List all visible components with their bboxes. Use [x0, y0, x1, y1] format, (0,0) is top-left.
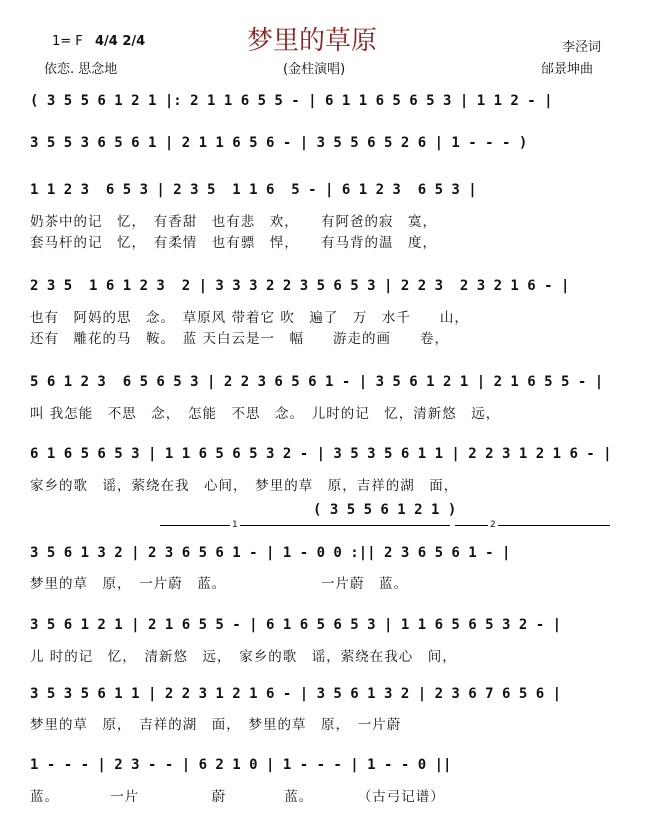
performer: (金柱演唱) — [283, 62, 346, 77]
lyric-line-10: 蓝。 一片 蔚 蓝。 （古弓记谱） — [30, 789, 445, 805]
notation-line-6: 6 1 6 5 6 5 3 | 1 1 6 5 6 5 3 2 - | 3 5 3 5 6 1 1 | 2 2 3 1 2 1 6 - | — [30, 446, 612, 462]
notation-line-3: 1 1 2 3 6 5 3 | 2 3 5 1 1 6 5 - | 6 1 2 3 6 5 3 | — [30, 182, 477, 198]
notation-line-4: 2 3 5 1 6 1 2 3 2 | 3 3 3 2 2 3 5 6 5 3 | 2 2 3 2 3 2 1 6 - | — [30, 278, 570, 294]
intro-phrase: ( 3 5 5 6 1 2 1 ) — [313, 502, 457, 518]
volta-2-bracket — [455, 525, 610, 526]
lyric-line-5: 叫 我怎能 不思 念， 怎能 不思 念。 儿时的记 忆，清新悠 远， — [30, 406, 501, 422]
expression-mark: 依恋. 思念地 — [44, 62, 118, 77]
notation-line-9: 3 5 3 5 6 1 1 | 2 2 3 1 2 1 6 - | 3 5 6 1 3 2 | 2 3 6 7 6 5 6 | — [30, 686, 562, 702]
volta-1-label: 1 — [232, 520, 238, 530]
lyric-line-1: 奶茶中的记 忆， 有香甜 也有悲 欢， 有阿爸的寂 寞， — [30, 214, 437, 230]
time-signature: 4/4 2/4 — [95, 34, 146, 49]
notation-line-10: 1 - - - | 2 3 - - | 6 2 1 0 | 1 - - - | 1 - - 0 || — [30, 757, 452, 773]
notation-line-2: 3 5 5 3 6 5 6 1 | 2 1 1 6 5 6 - | 3 5 5 6 5 2 6 | 1 - - - ) — [30, 135, 528, 151]
lyric-line-3: 也有 阿妈的思 念。 草原风 带着它 吹 遍了 万 水千 山， — [30, 310, 469, 326]
notation-line-1: ( 3 5 5 6 1 2 1 |: 2 1 1 6 5 5 - | 6 1 1 6 5 6 5 3 | 1 1 2 - | — [30, 93, 553, 109]
volta-1-bracket — [160, 525, 450, 526]
lyric-line-6: 家乡的歌 谣，萦绕在我 心间， 梦里的草 原，吉祥的湖 面， — [30, 478, 459, 494]
notation-line-5: 5 6 1 2 3 6 5 6 5 3 | 2 2 3 6 5 6 1 - | 3 5 6 1 2 1 | 2 1 6 5 5 - | — [30, 374, 604, 390]
lyric-line-8: 儿 时的记 忆， 清新悠 远， 家乡的歌 谣，萦绕在我心 间， — [30, 649, 457, 665]
lyric-line-2: 套马杆的记 忆， 有柔情 也有骠 悍， 有马背的温 度， — [30, 235, 437, 251]
lyric-line-4: 还有 雕花的马 鞍。 蓝 天白云是一 幅 游走的画 卷， — [30, 331, 450, 347]
composer: 邰景坤曲 — [541, 62, 594, 77]
song-title: 梦里的草原 — [247, 26, 378, 56]
notation-line-8: 3 5 6 1 2 1 | 2 1 6 5 5 - | 6 1 6 5 6 5 3 | 1 1 6 5 6 5 3 2 - | — [30, 617, 562, 633]
lyricist: 李泾词 — [562, 40, 602, 55]
notation-line-7: 3 5 6 1 3 2 | 2 3 6 5 6 1 - | 1 - 0 0 :|| 2 3 6 5 6 1 - | — [30, 545, 511, 561]
volta-2-label: 2 — [490, 520, 496, 530]
key-signature: 1= F — [52, 34, 83, 49]
lyric-line-7: 梦里的草 原， 一片蔚 蓝。 一片蔚 蓝。 — [30, 576, 408, 592]
lyric-line-9: 梦里的草 原， 吉祥的湖 面， 梦里的草 原， 一片蔚 — [30, 717, 402, 733]
